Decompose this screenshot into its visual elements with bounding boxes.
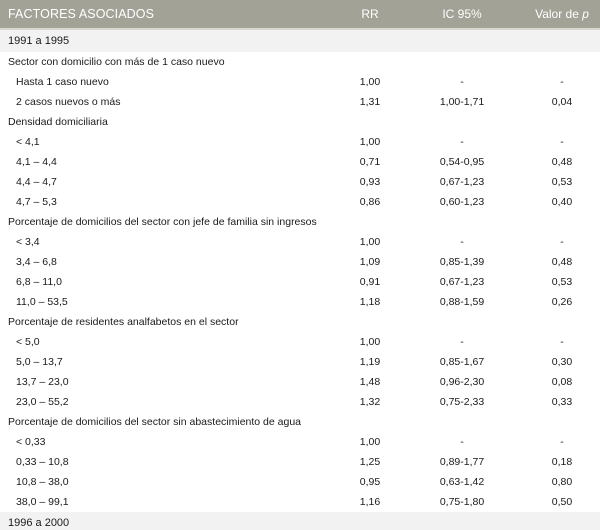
table-row: 13,7 – 23,0 1,48 0,96-2,30 0,08 [16,376,573,388]
header-factors: FACTORES ASOCIADOS [8,7,155,21]
header-p-value: Valor de p [535,7,589,21]
table-row: 4,7 – 5,3 0,86 0,60-1,23 0,40 [16,196,573,208]
table-row: 3,4 – 6,8 1,09 0,85-1,39 0,48 [16,256,573,268]
table-row: < 3,4 1,00 - - [16,236,564,248]
table-row: 6,8 – 11,0 0,91 0,67-1,23 0,53 [16,276,573,288]
table-row: Hasta 1 caso nuevo 1,00 - - [16,76,564,88]
table-row: 5,0 – 13,7 1,19 0,85-1,67 0,30 [16,356,573,368]
table-row: 2 casos nuevos o más 1,31 1,00-1,71 0,04 [16,96,573,108]
period-row: 1996 a 2000 [0,512,600,530]
period-row: 1991 a 1995 [0,30,600,52]
group-row: Porcentaje de domicilios del sector con jefe de familia sin ingresos [8,216,317,228]
table-row: 4,4 – 4,7 0,93 0,67-1,23 0,53 [16,176,573,188]
group-row: Densidad domiciliaria [8,116,108,128]
table-row: 4,1 – 4,4 0,71 0,54-0,95 0,48 [16,156,573,168]
table-row: < 0,33 1,00 - - [16,436,564,448]
table-row: 23,0 – 55,2 1,32 0,75-2,33 0,33 [16,396,573,408]
table-header [0,0,600,30]
header-ic: IC 95% [442,7,482,21]
group-row: Porcentaje de domicilios del sector sin abastecimiento de agua [8,416,302,428]
table-row: 0,33 – 10,8 1,25 0,89-1,77 0,18 [16,456,573,468]
table-row: < 5,0 1,00 - - [16,336,564,348]
group-row: Sector con domicilio con más de 1 caso nuevo [8,56,225,68]
table-row: < 4,1 1,00 - - [16,136,564,148]
table-row: 11,0 – 53,5 1,18 0,88-1,59 0,26 [16,296,573,308]
header-rr: RR [361,7,379,21]
table-row: 38,0 – 99,1 1,16 0,75-1,80 0,50 [16,496,573,508]
table-row: 10,8 – 38,0 0,95 0,63-1,42 0,80 [16,476,573,488]
group-row: Porcentaje de residentes analfabetos en el sector [8,316,239,328]
